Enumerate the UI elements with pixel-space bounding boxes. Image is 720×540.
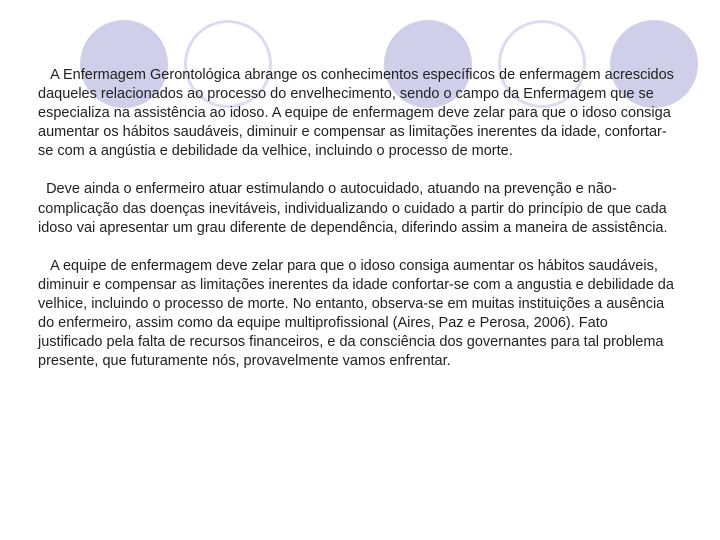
paragraph-3: A equipe de enfermagem deve zelar para que o idoso consiga aumentar os hábitos saudáveis, diminuir e compensar as limitações inerentes da idade confortar-se com a angustia e debilidade da velhice, incluindo o processo de morte. No entanto, observa-se em muitas instituições a ausência do enfermeiro, assim como da equipe multiprofissional (Aires, Paz e Perosa, 2006). Fato justificado pela falta de recursos financeiros, e da consciência dos governantes para tal problema presente, que futuramente nós, provavelmente vamos enfrentar. bbox=[38, 257, 678, 370]
paragraph-1: A Enfermagem Gerontológica abrange os conhecimentos específicos de enfermagem acrescidos daqueles relacionados ao processo do envelhecimento, sendo o campo da Enfermagem que se especializa na assistência ao idoso. A equipe de enfermagem deve zelar para que o idoso consiga aumentar os hábitos saudáveis, diminuir e compensar as limitações inerentes da idade, confortar-se com a angústia e debilidade da velhice, incluindo o processo de morte. bbox=[38, 67, 678, 160]
paragraph-2: Deve ainda o enfermeiro atuar estimulando o autocuidado, atuando na prevenção e não-complicação das doenças inevitáveis, individualizando o cuidado a partir do princípio de que cada idoso vai apresentar um grau diferente de dependência, diferindo assim a maneira de assistência. bbox=[38, 181, 671, 236]
slide-body bbox=[38, 66, 676, 390]
